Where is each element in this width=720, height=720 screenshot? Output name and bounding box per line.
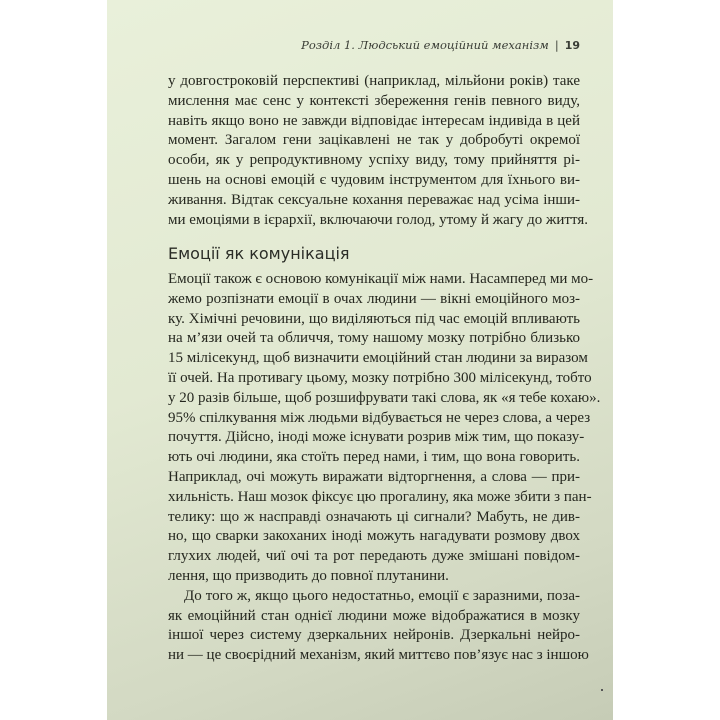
page-number: 19 [564,39,580,52]
running-header [301,38,580,52]
text-line: шень на основі емоцій є чудовим інструментом для їхнього ви- [168,171,580,188]
text-line: почуття. Дійсно, іноді може існувати розрив між тим, що показу- [168,429,585,446]
text-line: лення, що призводить до повної плутанини. [168,567,449,584]
text-line: глухих людей, чиї очі та рот передають дуже змішані повідом- [168,548,580,565]
text-line: на м’язи очей та обличчя, тому нашому мозку потрібно близько [168,330,580,347]
text-line: у довгостроковій перспективі (наприклад, мільйони років) таке [168,73,580,89]
text-line: жемо розпізнати емоції в очах людини — вікні емоційного моз- [168,290,580,307]
text-line: навіть якщо воно не завжди відповідає інтересам індивіда в цей [168,112,580,129]
text-line: як емоційний стан однієї людини може відображатися в мозку [168,607,580,624]
paragraph-1 [168,72,588,230]
text-line: До того ж, якщо цього недостатньо, емоції є заразними, поза- [184,587,580,604]
chapter-title: Розділ 1. Людський емоційний механізм [301,38,549,52]
scan-speck [601,689,603,691]
text-line: її очей. На противагу цьому, мозку потрібно 300 мілісекунд, тобто [168,369,592,386]
text-line: 15 мілісекунд, щоб визначити емоційний стан людини за виразом [168,350,588,367]
text-line: живання. Відтак сексуальне кохання переважає над усіма інши- [168,191,580,208]
text-line: іншої через систему дзеркальних нейронів. Дзеркальні нейро- [168,627,580,644]
text-line: ють очі людини, яка стоїть перед нами, і тим, що вона говорить. [168,449,580,466]
text-line: Наприклад, очі можуть виражати відторгнення, а слова — при- [168,468,580,485]
book-page [107,0,613,720]
paragraph-2 [168,270,601,666]
text-line: Емоції також є основою комунікації між нами. Насамперед ми мо- [168,271,594,287]
text-line: хильність. Наш мозок фіксує цю прогалину, яка може збити з пан- [168,488,592,505]
text-line: мислення має сенс у контексті збереження генів певного виду, [168,92,580,109]
text-line: у 20 разів більше, щоб розшифрувати такі слова, як «я тебе кохаю». [168,389,601,406]
text-line: особи, як у репродуктивному успіху виду, тому прийняття рі- [168,152,580,169]
section-heading: Емоції як комунікація [168,244,350,263]
text-line: но, що сварки закоханих іноді можуть нагадувати розмову двох [168,528,580,545]
header-separator: | [554,38,559,52]
text-line: 95% спілкування між людьми відбувається не через слова, а через [168,409,591,426]
text-line: момент. Загалом гени зацікавлені не так у добробуті окремої [168,132,580,149]
text-line: телику: що ж насправді означають ці сигнали? Мабуть, не див- [168,508,580,525]
text-line: ку. Хімічні речовини, що виділяються під час емоцій впливають [168,310,580,327]
text-line: ни — це своєрідний механізм, який миттєво пов’язує нас з іншою [168,647,589,664]
text-line: ми емоціями в ієрархії, включаючи голод, утому й жагу до життя. [168,211,588,228]
